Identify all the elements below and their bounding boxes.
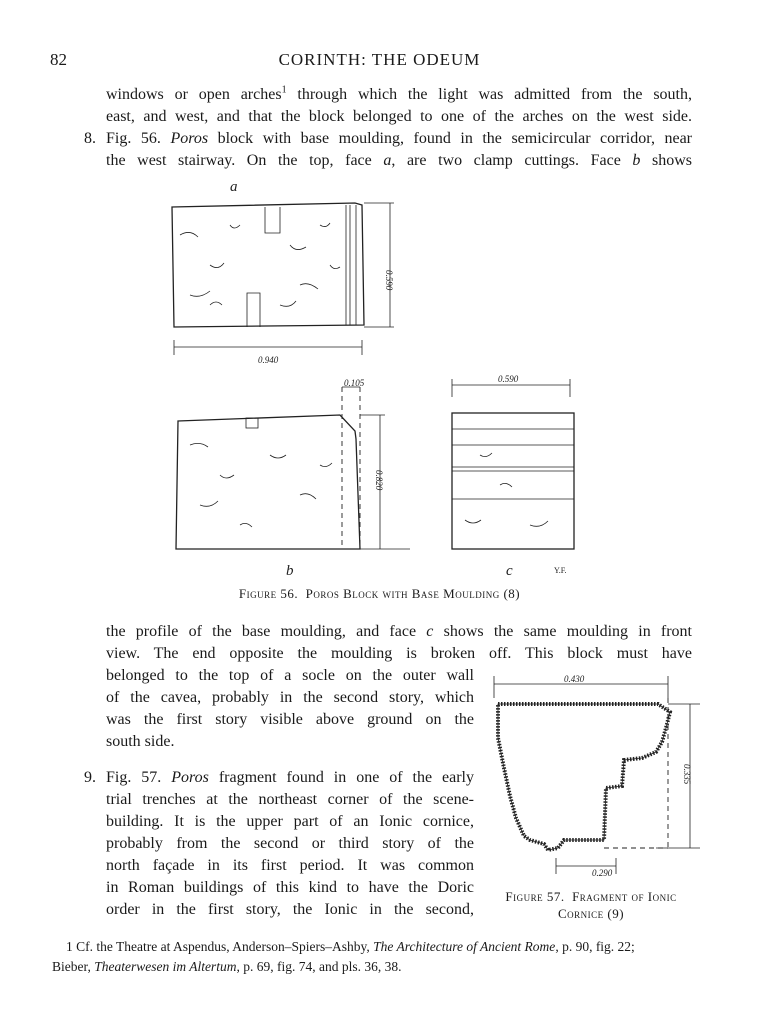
text-line: belonged to the top of a socle on the outer wall	[106, 667, 474, 684]
face-c-label: c	[506, 563, 513, 579]
text-line: order in the first story, the Ionic in the second,	[106, 901, 474, 918]
text-line: the west stairway. On the top, face a, are two clamp cuttings. Face b shows	[106, 152, 693, 169]
footnote-line: 1 Cf. the Theatre at Aspendus, Anderson–Spiers–Ashby, The Architecture of Ancient Rome, p. 90, fig. 22;	[66, 939, 635, 954]
text-line: of the cavea, probably in the second story, which	[106, 689, 474, 706]
running-title: CORINTH: THE ODEUM	[278, 50, 481, 69]
text-line: windows or open arches$^1$ through which the light was admitted from the south,	[106, 84, 692, 103]
figure-57-drawing	[486, 668, 706, 883]
item-number: 9.	[84, 769, 96, 786]
text-line: the profile of the base moulding, and face c shows the same moulding in front	[106, 623, 693, 640]
dim-label: 0.590	[498, 374, 519, 384]
figure-56-caption: Figure 56. Poros Block with Base Moulding (8)	[238, 586, 521, 601]
footnote-line: Bieber, Theaterwesen im Altertum, p. 69, fig. 74, and pls. 36, 38.	[52, 959, 402, 974]
dim-label: 0.820	[374, 470, 384, 491]
face-b-outline	[176, 415, 360, 549]
clamp-cutting	[247, 293, 260, 327]
figure-57-caption: Figure 57. Fragment of Ionic Cornice (9)	[505, 889, 677, 921]
dim-label: 0.590	[384, 270, 394, 291]
text-line: trial trenches at the northeast corner of the scene-	[106, 791, 474, 808]
face-b-label: b	[286, 563, 294, 579]
text-line: view. The end opposite the moulding is broken off. This block must have	[106, 645, 692, 662]
text-line: south side.	[106, 733, 175, 750]
dim-label: 0.335	[682, 764, 692, 785]
face-a-label: a	[230, 179, 238, 195]
figure-56-drawing	[150, 175, 600, 585]
page-number: 82	[50, 50, 67, 69]
text-line: east, and west, and that the block belonged to one of the arches on the west side.	[106, 108, 692, 125]
dim-label: 0.430	[564, 674, 585, 684]
drafter-initials: Y.F.	[554, 566, 567, 575]
dim-label: 0.105	[344, 378, 365, 388]
face-a-outline	[172, 203, 364, 327]
text-line: Fig. 56. Poros block with base moulding, found in the semicircular corridor, near	[106, 130, 693, 147]
footnote-ref: 1	[281, 84, 287, 96]
text-line: Fig. 57. Poros fragment found in one of the early	[106, 769, 475, 786]
dim-label: 0.940	[258, 355, 279, 365]
cornice-profile	[498, 704, 670, 850]
text-line: was the first story visible above ground on the	[106, 711, 474, 728]
dim-label: 0.290	[592, 868, 613, 878]
text-line: probably from the second or third story of the	[106, 835, 474, 852]
text-line: in Roman buildings of this kind to have the Doric	[106, 879, 474, 896]
text-line: building. It is the upper part of an Ionic cornice,	[106, 813, 474, 830]
face-c-outline	[452, 413, 574, 549]
text-line: north façade in its first period. It was common	[106, 857, 474, 874]
clamp-cutting	[265, 207, 280, 233]
item-number: 8.	[84, 130, 96, 147]
